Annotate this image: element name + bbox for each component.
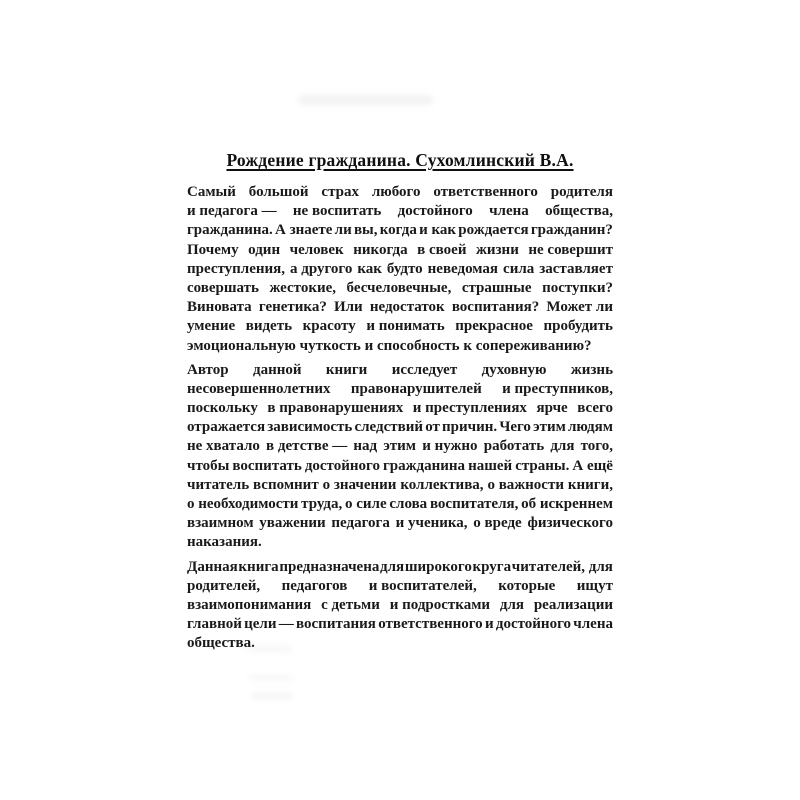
text-line: не хватало в детстве — над этим и нужно работать для того, [187,438,613,455]
text-line: поскольку в правонарушениях и преступлениях ярче всего [187,400,613,417]
faded-watermark-top [298,95,433,105]
text-line: общества. [187,635,255,652]
paragraph [187,558,613,654]
faded-watermark-bottom [246,645,292,652]
text-line: Данная книга предназначена для широкого круга читателей, для [187,558,613,575]
paragraph [187,183,613,356]
text-line: отражается зависимость следствий от причин. Чего этим людям [187,419,613,436]
text-line: о необходимости труда, о силе слова воспитателя, об искреннем [187,496,613,512]
text-line: Самый большой страх любого ответственного родителя [187,184,613,200]
page-title: Рождение гражданина. Сухомлинский В.А. [226,150,574,170]
book-annotation [187,150,613,659]
text-line: Автор данной книги исследует духовную жизнь [187,361,613,378]
text-line: родителей, педагогов и воспитателей, которые ищут [187,577,613,594]
text-line: главной цели — воспитания ответственного и достойного члена [187,616,613,633]
text-line: Почему один человек никогда в своей жизни не совершит [187,241,613,258]
text-line: совершать жестокие, бесчеловечные, страшные поступки? [187,279,613,296]
text-line: умение видеть красоту и понимать прекрасное пробудить [187,318,613,335]
text-line: Виновата генетика? Или недостаток воспитания? Может ли [187,299,613,316]
text-line: и педагога — не воспитать достойного члена общества, [187,203,613,220]
paragraphs-container [187,183,613,654]
text-line: эмоциональную чуткость и способность к сопереживанию? [187,337,592,354]
text-line: несовершеннолетних правонарушителей и преступников, [187,380,613,397]
text-line: взаимном уважении педагога и ученика, о вреде физического [187,515,613,532]
faded-watermark-bottom [250,692,294,700]
text-line: читатель вспомнит о значении коллектива, о важности книги, [187,476,613,493]
text-line: взаимопонимания с детьми и подростками для реализации [187,596,613,613]
text-line: чтобы воспитать достойного гражданина нашей страны. А ещё [187,457,613,474]
faded-watermark-bottom [248,675,292,681]
text-line: гражданина. А знаете ли вы, когда и как рождается гражданин? [187,222,613,239]
text-line: наказания. [187,534,262,551]
text-line: преступления, а другого как будто неведомая сила заставляет [187,260,613,277]
paragraph [187,361,613,553]
